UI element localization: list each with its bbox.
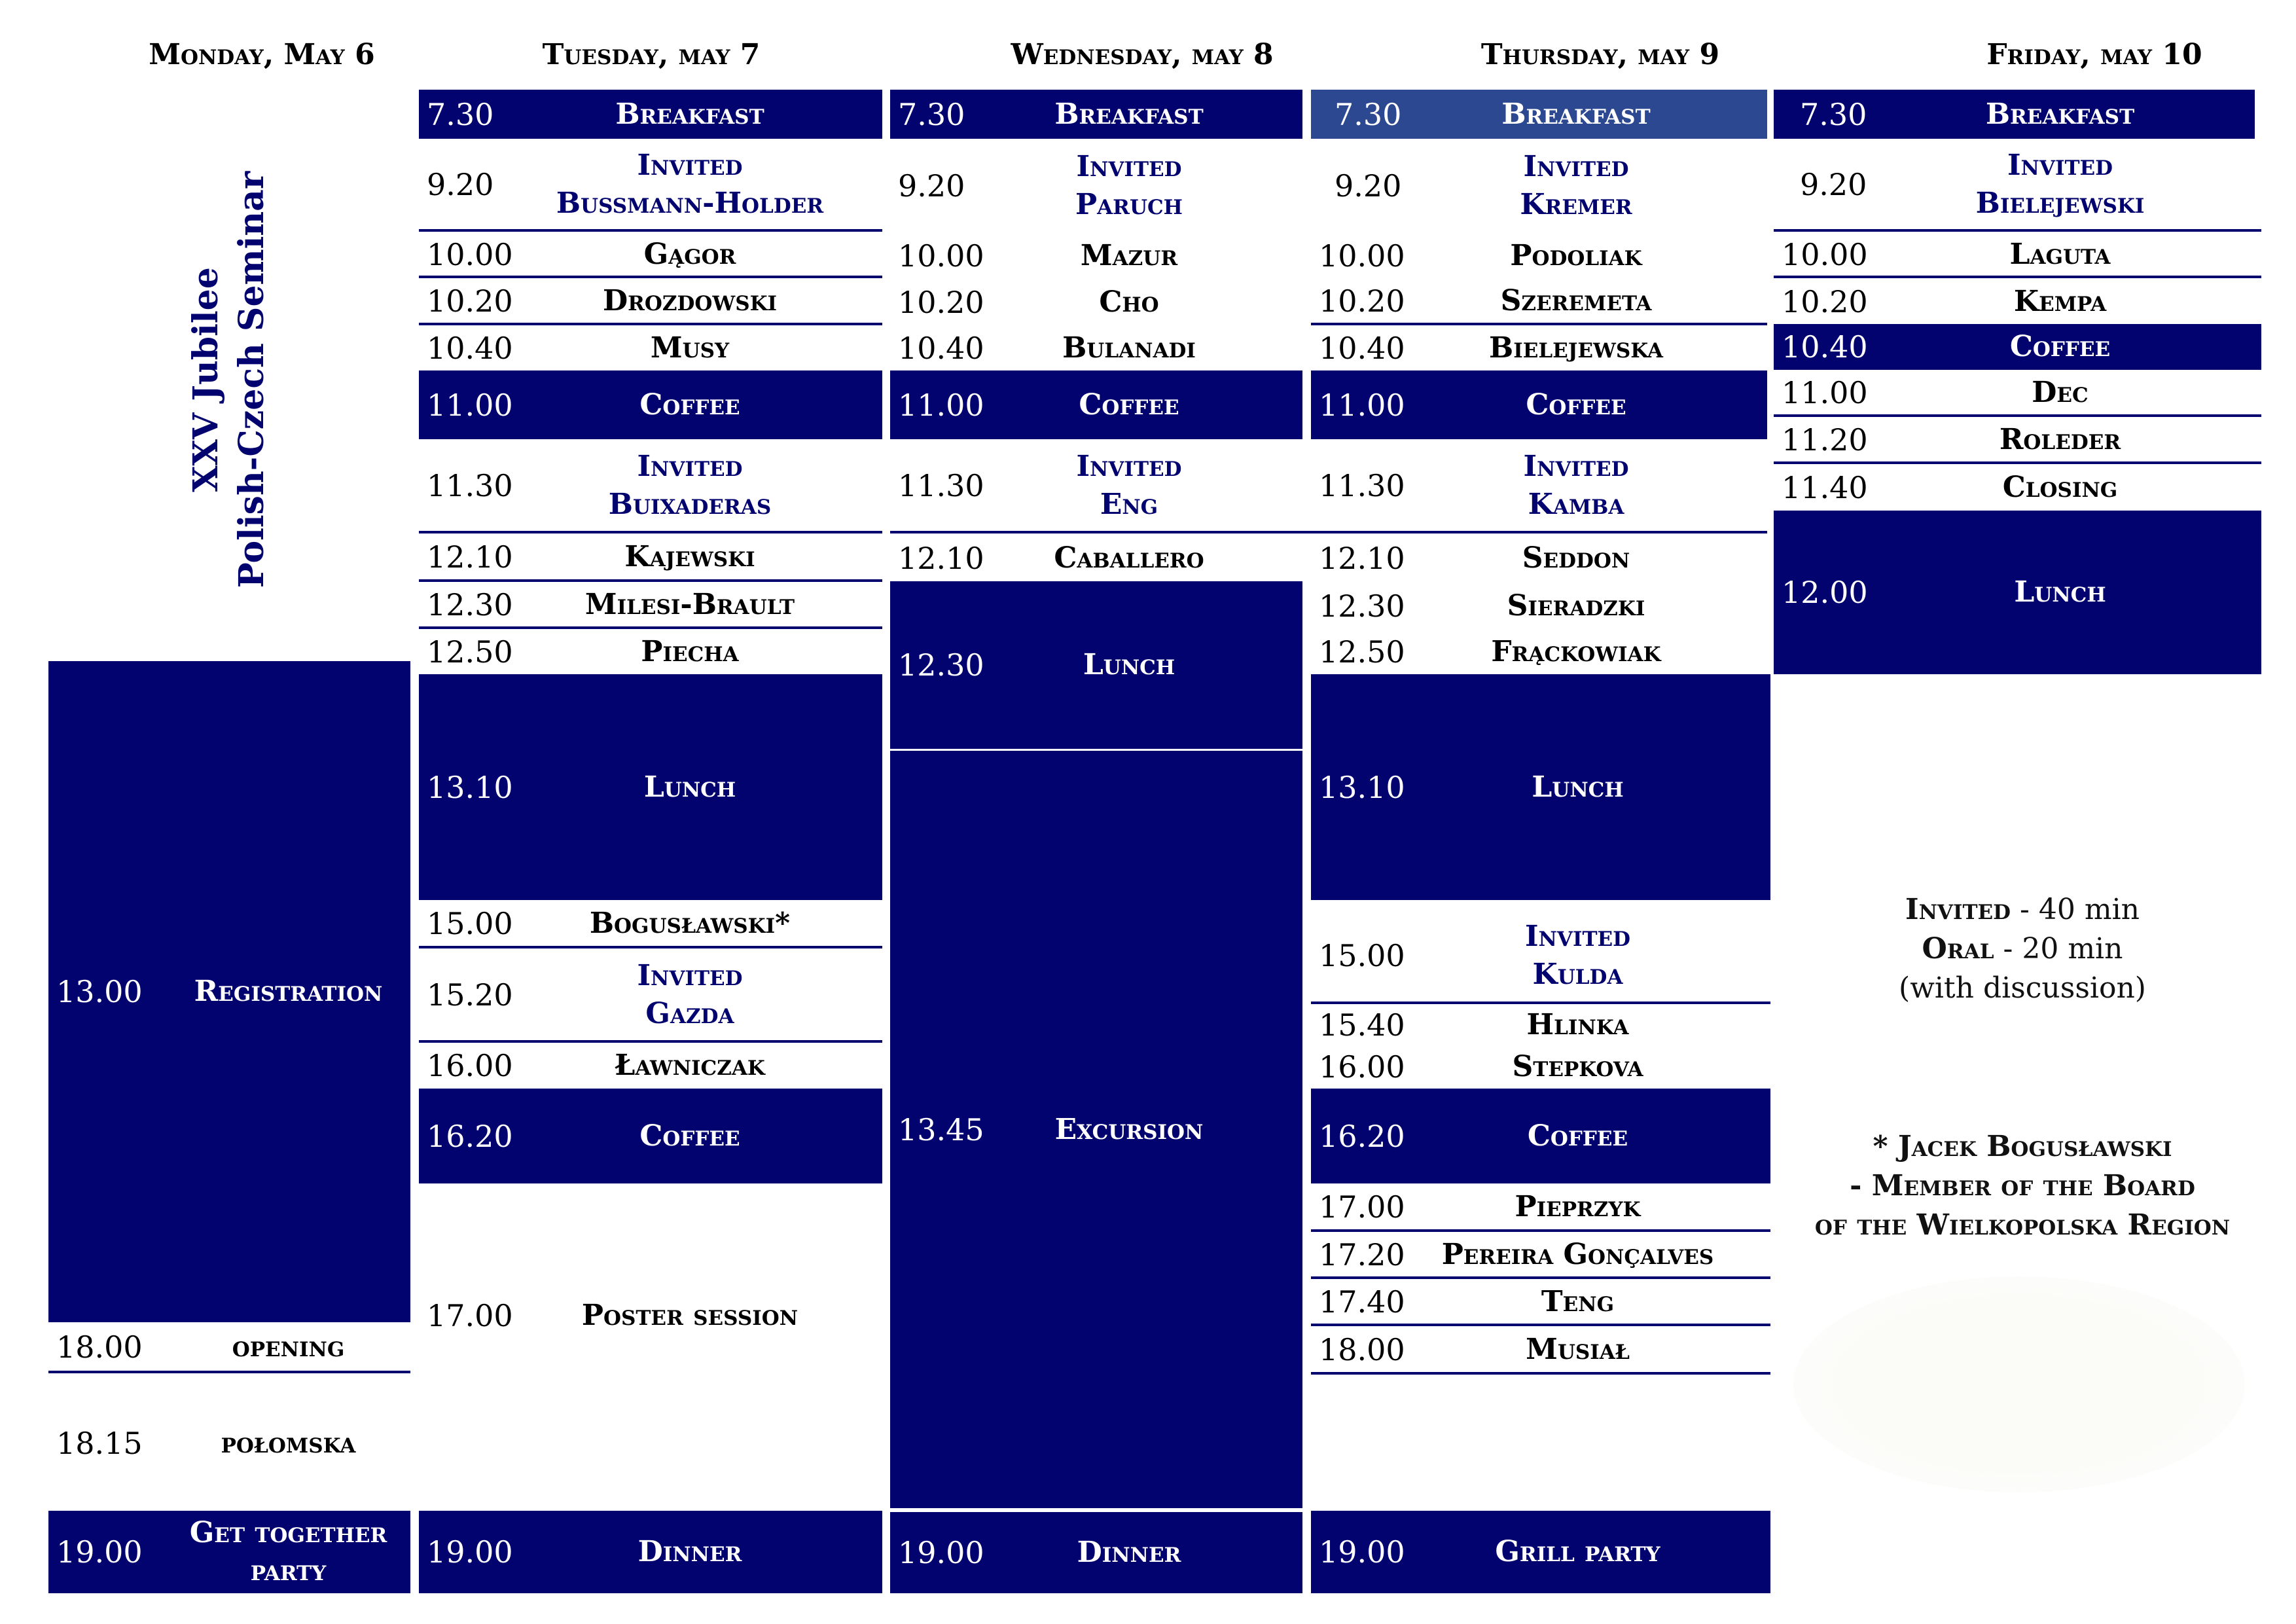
- thursday-szeremeta: [1311, 280, 1767, 325]
- slot-time: 7.30: [1800, 96, 1867, 132]
- slot-label: Musy: [650, 331, 730, 365]
- slot-label: Pieprzyk: [1515, 1190, 1641, 1223]
- slot-label: Szeremeta: [1500, 284, 1652, 317]
- header-thursday: Thursday, may 9: [1480, 38, 1720, 71]
- legend-discussion: (with discussion): [1899, 971, 2146, 1005]
- slot-label: [956, 448, 1302, 524]
- slot-label: Breakfast: [1985, 97, 2135, 131]
- slot-label: Drozdowski: [602, 284, 778, 317]
- slot-time: 19.00: [56, 1534, 143, 1570]
- footnote-line3: of the Wielkopolska Region: [1814, 1208, 2231, 1242]
- slot-label: [497, 448, 882, 524]
- slot-label: Cho: [1099, 285, 1159, 319]
- slot-label-line1: Invited: [637, 959, 743, 992]
- slot-label: Ławniczak: [615, 1049, 765, 1082]
- slot-label: Caballero: [1054, 541, 1204, 575]
- wednesday-breakfast: [890, 90, 1302, 139]
- legend-oral: Oral - 20 min: [1922, 932, 2123, 965]
- friday-closing: [1774, 465, 2261, 510]
- slot-label-line1: Invited: [1076, 150, 1182, 183]
- tuesday-invited-buixaderas: [419, 441, 882, 533]
- slot-label: Lunch: [643, 770, 736, 804]
- monday-get-together: [48, 1511, 410, 1593]
- slot-time: 10.20: [898, 285, 984, 320]
- slot-label: Milesi-Brault: [584, 588, 795, 621]
- slot-label: Pereira Gonçalves: [1441, 1238, 1714, 1271]
- seminar-title: [177, 171, 281, 588]
- slot-label: Breakfast: [615, 97, 764, 131]
- slot-label: Lunch: [1532, 770, 1624, 804]
- slot-time: 15.00: [427, 906, 513, 941]
- slot-time: 15.20: [427, 977, 513, 1013]
- wednesday-mazur: [890, 233, 1302, 278]
- friday-dec: [1774, 371, 2261, 417]
- tuesday-lawniczak: [419, 1044, 882, 1087]
- slot-time: 10.00: [427, 236, 513, 272]
- legend-invited: Invited - 40 min: [1905, 893, 2140, 926]
- monday-registration: [48, 661, 410, 1322]
- tuesday-kajewski: [419, 535, 882, 582]
- duration-legend: [1793, 890, 2251, 1008]
- slot-label-line2: Buixaderas: [608, 488, 772, 521]
- slot-label-line1: Invited: [637, 450, 743, 483]
- slot-time: 19.00: [427, 1534, 513, 1570]
- friday-invited-bielejewski: [1774, 140, 2261, 232]
- slot-time: 10.40: [1319, 331, 1405, 366]
- tuesday-gagor: [419, 233, 882, 278]
- slot-time: 18.00: [56, 1329, 143, 1365]
- slot-label: Bielejewska: [1489, 331, 1663, 365]
- slot-time: 12.30: [1319, 588, 1405, 624]
- slot-time: 12.10: [1319, 541, 1405, 576]
- tuesday-coffee-2: [419, 1089, 882, 1183]
- slot-label-line2: Bussmann-Holder: [556, 187, 824, 220]
- slot-label-line2: Kamba: [1528, 488, 1624, 521]
- slot-time: 10.20: [427, 283, 513, 319]
- slot-label: [1390, 918, 1766, 994]
- tuesday-piecha: [419, 630, 882, 674]
- slot-time: 10.00: [1782, 236, 1868, 272]
- thursday-pieprzyk: [1311, 1185, 1770, 1232]
- slot-time: 7.30: [427, 96, 494, 132]
- slot-label: Breakfast: [1054, 97, 1204, 131]
- thursday-invited-kulda: [1311, 910, 1770, 1004]
- slot-label-line1: Invited: [637, 149, 743, 182]
- slot-label: Dinner: [637, 1535, 742, 1568]
- friday-lunch: [1774, 511, 2261, 674]
- thursday-sieradzki: [1311, 583, 1767, 629]
- friday-laguta: [1774, 233, 2261, 278]
- slot-time: 11.30: [898, 468, 984, 503]
- slot-time: 18.00: [1319, 1332, 1405, 1367]
- tuesday-invited-bussmann-holder: [419, 140, 882, 232]
- slot-time: 15.00: [1319, 938, 1405, 973]
- thursday-lunch: [1311, 674, 1770, 900]
- slot-label: Coffee: [2009, 330, 2111, 363]
- thursday-bielejewska: [1311, 327, 1767, 370]
- slot-time: 10.20: [1782, 284, 1868, 319]
- wednesday-dinner: [890, 1512, 1302, 1593]
- slot-label: Coffee: [639, 1119, 740, 1153]
- friday-coffee: [1774, 324, 2261, 370]
- slot-time: 10.40: [1782, 329, 1868, 365]
- wednesday-coffee: [890, 370, 1302, 439]
- slot-label-line2: Eng: [1100, 488, 1158, 521]
- slot-label-line1: Invited: [2007, 149, 2113, 182]
- slot-label: Dec: [2032, 376, 2089, 409]
- tuesday-boguslawski: [419, 901, 882, 948]
- slot-time: 11.40: [1782, 470, 1868, 505]
- slot-label-line1: Invited: [1523, 150, 1629, 183]
- header-monday: Monday, May 6: [149, 38, 375, 71]
- slot-label: [1872, 147, 2248, 223]
- slot-label: opening: [232, 1330, 345, 1363]
- slot-label: Coffee: [1526, 388, 1626, 422]
- slot-label: Teng: [1541, 1285, 1615, 1318]
- slot-time: 11.30: [427, 468, 513, 503]
- decorative-blob: [1793, 1276, 2245, 1492]
- slot-label: Frąckowiak: [1491, 635, 1661, 668]
- slot-label: Gągor: [643, 237, 736, 271]
- slot-time: 12.10: [898, 541, 984, 576]
- thursday-teng: [1311, 1280, 1770, 1326]
- tuesday-lunch: [419, 674, 882, 900]
- slot-label: Bogusławski*: [589, 907, 791, 940]
- slot-time: 9.20: [1800, 167, 1867, 202]
- slot-label: Lunch: [1083, 648, 1175, 681]
- slot-time: 11.00: [1782, 375, 1868, 410]
- slot-time: 12.30: [898, 647, 984, 683]
- slot-label: Lunch: [2014, 575, 2106, 609]
- slot-time: 16.20: [1319, 1118, 1405, 1154]
- friday-kempa: [1774, 280, 2261, 324]
- thursday-podoliak: [1311, 233, 1767, 278]
- slot-time: 15.40: [1319, 1007, 1405, 1043]
- slot-time: 12.50: [427, 634, 513, 670]
- thursday-stepkova: [1311, 1046, 1770, 1088]
- wednesday-caballero: [890, 535, 1302, 582]
- slot-time: 16.00: [427, 1048, 513, 1083]
- slot-label-line1: Invited: [1524, 920, 1631, 953]
- slot-time: 11.30: [1319, 468, 1405, 503]
- slot-label: Sieradzki: [1507, 589, 1645, 623]
- slot-label: Seddon: [1522, 541, 1630, 575]
- slot-label: Laguta: [2009, 237, 2111, 271]
- thursday-seddon: [1311, 535, 1767, 582]
- tuesday-milesi-brault: [419, 583, 882, 629]
- slot-label: Stepkova: [1512, 1050, 1643, 1083]
- slot-time: 10.00: [1319, 238, 1405, 274]
- slot-label: [497, 147, 882, 223]
- wednesday-excursion: [890, 751, 1302, 1508]
- slot-time: 10.20: [1319, 283, 1405, 319]
- slot-time: 10.40: [427, 331, 513, 366]
- thursday-coffee-1: [1311, 370, 1767, 439]
- slot-label: [1390, 448, 1763, 524]
- seminar-title-line1: XXV Jubilee: [186, 267, 226, 492]
- header-tuesday: Tuesday, may 7: [542, 38, 761, 71]
- slot-label: Kajewski: [624, 540, 755, 573]
- slot-label: Poster session: [581, 1299, 798, 1332]
- tuesday-poster-session: [419, 1283, 882, 1348]
- wednesday-bulanadi: [890, 327, 1302, 370]
- slot-label-line2: party: [250, 1554, 327, 1587]
- slot-time: 17.40: [1319, 1284, 1405, 1320]
- slot-time: 13.00: [56, 974, 143, 1009]
- friday-breakfast: [1774, 90, 2255, 139]
- slot-time: 19.00: [898, 1535, 984, 1570]
- slot-time: 9.20: [427, 167, 494, 202]
- tuesday-musy: [419, 327, 882, 370]
- slot-time: 9.20: [1335, 168, 1402, 204]
- thursday-hlinka: [1311, 1005, 1770, 1045]
- slot-time: 11.00: [1319, 387, 1405, 423]
- slot-time: 17.20: [1319, 1237, 1405, 1272]
- slot-time: 9.20: [898, 168, 965, 204]
- slot-label: Podoliak: [1510, 238, 1642, 272]
- slot-label-line1: Get together: [189, 1516, 387, 1549]
- slot-label: Mazur: [1080, 238, 1178, 272]
- thursday-coffee-2: [1311, 1089, 1770, 1183]
- slot-time: 16.20: [427, 1118, 513, 1154]
- slot-label-line2: Kremer: [1520, 188, 1632, 221]
- slot-time: 13.45: [898, 1111, 984, 1147]
- slot-time: 12.30: [427, 587, 513, 623]
- slot-label-line1: Invited: [1523, 450, 1629, 483]
- slot-label: Piecha: [641, 635, 739, 668]
- slot-label-line2: Paruch: [1075, 188, 1183, 221]
- slot-label: połomska: [221, 1426, 356, 1460]
- monday-opening: [48, 1324, 410, 1373]
- tuesday-drozdowski: [419, 280, 882, 325]
- wednesday-invited-eng: [890, 441, 1309, 533]
- slot-time: 16.00: [1319, 1049, 1405, 1085]
- slot-label-line1: Invited: [1076, 450, 1182, 483]
- slot-label-line2: Bielejewski: [1975, 187, 2145, 220]
- slot-label: [497, 957, 882, 1033]
- slot-time: 13.10: [427, 769, 513, 805]
- slot-label: [1390, 148, 1763, 224]
- footnote: [1767, 1127, 2278, 1245]
- slot-label: Coffee: [1527, 1119, 1628, 1153]
- monday-polomska: [48, 1411, 410, 1476]
- slot-label: Registration: [194, 975, 383, 1008]
- slot-label: Kempa: [2013, 285, 2107, 318]
- wednesday-lunch: [890, 581, 1302, 749]
- slot-label: Breakfast: [1501, 97, 1651, 131]
- slot-time: 17.00: [1319, 1189, 1405, 1225]
- slot-time: 11.20: [1782, 422, 1868, 458]
- thursday-grill-party: [1311, 1511, 1770, 1593]
- tuesday-dinner: [419, 1511, 882, 1593]
- footnote-line2: - Member of the Board: [1850, 1169, 2195, 1202]
- wednesday-invited-paruch: [890, 140, 1302, 232]
- slot-time: 18.15: [56, 1426, 143, 1461]
- thursday-frackowiak: [1311, 630, 1767, 674]
- slot-label: Grill party: [1495, 1535, 1660, 1568]
- slot-label: Roleder: [1999, 423, 2121, 456]
- thursday-invited-kremer: [1311, 140, 1767, 232]
- slot-label: Dinner: [1077, 1536, 1181, 1569]
- slot-label: Coffee: [1079, 388, 1179, 422]
- thursday-invited-kamba: [1302, 441, 1767, 533]
- tuesday-invited-gazda: [419, 950, 882, 1043]
- slot-time: 7.30: [1335, 96, 1402, 132]
- wednesday-cho: [890, 280, 1302, 325]
- slot-label-line2: Gazda: [645, 997, 734, 1030]
- slot-time: 10.40: [898, 331, 984, 366]
- slot-label: Coffee: [639, 388, 740, 422]
- slot-label: Excursion: [1054, 1112, 1204, 1146]
- slot-label: [166, 1514, 410, 1590]
- slot-time: 11.00: [898, 387, 984, 423]
- header-friday: Friday, may 10: [1986, 38, 2202, 71]
- tuesday-coffee-1: [419, 370, 882, 439]
- slot-time: 11.00: [427, 387, 513, 423]
- thursday-pereira-goncalves: [1311, 1233, 1770, 1279]
- slot-time: 13.10: [1319, 769, 1405, 805]
- seminar-title-line2: Polish-Czech Seminar: [232, 171, 272, 588]
- thursday-musial: [1311, 1327, 1770, 1375]
- slot-time: 10.00: [898, 238, 984, 274]
- slot-label: [956, 148, 1302, 224]
- header-wednesday: Wednesday, may 8: [1011, 38, 1274, 71]
- slot-time: 12.10: [427, 539, 513, 575]
- slot-label: Closing: [2002, 471, 2118, 504]
- friday-roleder: [1774, 418, 2261, 464]
- thursday-breakfast: [1311, 90, 1767, 139]
- footnote-line1: * Jacek Bogusławski: [1873, 1130, 2172, 1163]
- slot-time: 19.00: [1319, 1534, 1405, 1570]
- slot-label: Musiał: [1526, 1333, 1630, 1366]
- slot-label: Hlinka: [1526, 1008, 1629, 1041]
- slot-time: 7.30: [898, 96, 965, 132]
- slot-time: 17.00: [427, 1298, 513, 1333]
- slot-time: 12.50: [1319, 634, 1405, 670]
- slot-time: 12.00: [1782, 575, 1868, 610]
- tuesday-breakfast: [419, 90, 882, 139]
- slot-label-line2: Kulda: [1532, 958, 1623, 991]
- slot-label: Bulanadi: [1062, 331, 1196, 365]
